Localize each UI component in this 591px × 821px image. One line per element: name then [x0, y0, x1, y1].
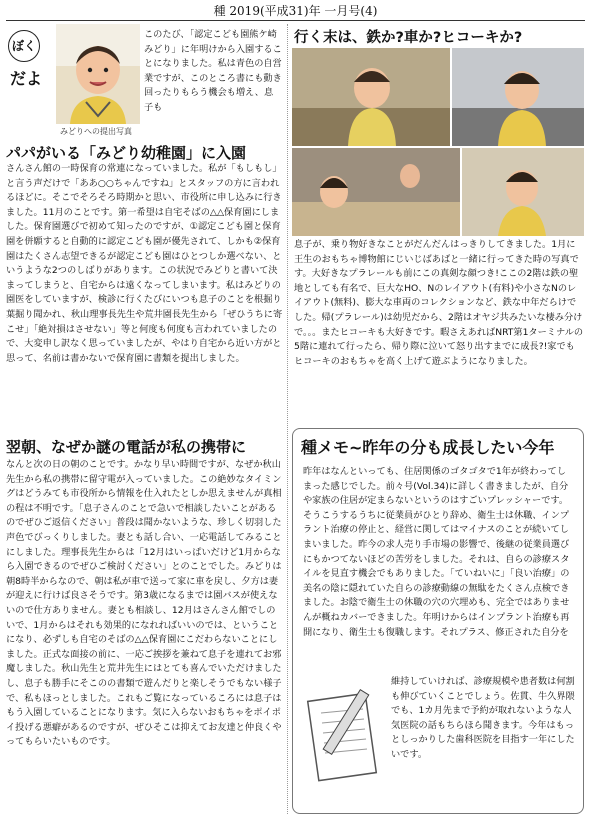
badge-label: だよ — [10, 69, 43, 88]
section-body: なんと次の日の朝のことです。かなり早い時間ですが、なぜか秋山先生から私の携帯に留守電が入っていました。この絶妙なタイミングはどうみても市役所から情報を仕入れたとしか思えませんが真相の程は不明です。「息子さんのことで急いで相談したいことがあるのでぜひご返信ください」普段は聞かないような、珍しく切羽した声色でびっくりしました。妻とも話し合い、一応電話してみることにしました。理事長先生からは「12月はいっぱいだけど1月からなら入園できるのでぜひご検討ください」とのことでした。みどりは朝8時半からなので、朝は私が車で送って家に車を戻し、夕方は妻が迎えに行けば良さそうです。第3歳になるまでは園バスが使えないので仕方ありません。妻とも相談し、12月はさんさん館でしのいで、1月からはそれも効果的になれればいいのでは、ということになり、必ずしも自宅のそばの△△保育園にこだわらないことにしました。正式な面接の前に、一応ご挨拶を兼ねて息子を連れてお邪魔しました。秋山先生と荒井先生にはとても喜んでいただけましたし、息子も勝手にそこのの書類で遊んだりと楽しそうでもない様子で、私もほっとしました。これもご覧になっているころには息子はもう入園していることになります。気に入らないおもちゃをポイポイ投げる悪癖があるのですが、ぜひそこは抑えてお友達と仲良くやってもらいたいものです。 — [6, 459, 282, 748]
museum-photo — [292, 148, 460, 236]
badge-circle: ぼく — [8, 30, 40, 62]
museum-photo — [452, 48, 584, 146]
memo-text: 昨年はなんといっても、住居関係のゴタゴタで1年が終わってしまった感じでした。前々号(Vol.34)に詳しく書きましたが、自分や家族の住居が定まらないというのはすごいプレッシャーです。そうこうするうちに従業員がひとり辞め、衛生士は休職、インプラント治療の停止と、経営に関してはマイナスのことが続いてしまいました。昨今の求人売り手市場の影響で、後継の従業員選びにもかつてないほどの苦労をしました。それは、自らの診療スタイルを見直す機会でもありました。「ていねいに」「良い治療」の美名の陰に隠れていた自らの診療動線の無駄をたくさん点検できました。お陰で衛生士の休職の穴の穴埋めも、完全ではありませんが概ねカバーできました。年明けからはインプラント治療も再開になり、衛生士も復職します。それプラス、修正された自分を — [303, 466, 570, 638]
section-heading: 行く末は、鉄か?車か?ヒコーキか? — [294, 30, 523, 46]
intro-text: このたび、「認定こども園熊ケ崎みどり」に年明けから入園することになりました。私は青色の自営業ですが、このところ書にも動き回ったりもらう機会も増え、息子も — [144, 29, 282, 113]
section-heading: 翌朝、なぜか謎の電話が私の携帯に — [6, 438, 247, 456]
boku-dayo-badge — [6, 30, 52, 92]
memo-title: 種メモ~昨年の分も成長したい今年 — [301, 438, 555, 457]
notebook-pen-icon — [301, 679, 387, 789]
museum-photo — [462, 148, 584, 236]
section-body: 息子が、乗り物好きなことがだんだんはっきりしてきました。1月に王生のおもちゃ博物館にじいじばあばと一緒に行ってきた時の写真です。大好きなプラレールも前にこの真剣な顔つき!ここの2階は鉄の聖地としても有名で、巨大なHO、Nのレイアウト(有料)や小さなNのレイアウト(無料)、膨大な車両のコレクションなど、鉄な中年だらけでした。帰(プラレール)は幼児だから、2階はオヤジ共みたいな棲み分けで。。。またヒコーキも大好きです。暇さえあればNRT第1ターミナルの5階に連れて行ったら、帰り際に泣いて怒り出すまでに成長?!家でもヒコーキのおもちゃを高く上げて遊ぶようになりました。 — [294, 239, 584, 367]
section-body: さんさん館の一時保育の常連になっていました。私が「もしもし」と言う声だけで「ああ○○ちゃんですね」とスタッフの方に言われるほどに。そこでそろそろ時期かと思い、市役所に申し込みに行きました。11月のことです。第一希望は自宅そばの△△保育園にしました。保育園選びで初めて知ったのですが、①認定こども園と保育園を併願すると自動的に認定こども園が優先されて、しかも②保育園はたくさん志望できるが認定こども園はひとつしか選べない、というような2つのしばりがあります。この状況でみどりと書いて決まってしまうと、自宅からは遠くなってしまいます。私はみどりの園医をしていますが、検診に行くたびにいつも息子のことを根掘り葉掘り聞かれ、秋山理事長先生や荒井園長先生から「ぜひうちに寄こせ」「絶対損はさせない」等と何度も何度も言われていましたので、大変申し訳なく思っていましたが、やはり自宅から近い方がと思って、名前は書かないで保育園に書類を提出しました。 — [6, 163, 283, 364]
memo-box — [292, 428, 584, 814]
museum-photo — [292, 48, 450, 146]
portrait-caption: みどりへの提出写真 — [60, 127, 132, 136]
memo-text-continued: 維持していければ、診療規模や患者数は何割も伸びていくことでしょう。佐貫、牛久界隈でも、1カ月先まで予約が取れないような人気医院の話もちらほら聞きます。今年はもっとしっかりした歯科医院を目指す一年にしたいです。 — [391, 676, 575, 760]
portrait-photo — [56, 24, 140, 124]
issue-header: 種 2019(平成31)年 一月号(4) — [213, 4, 378, 18]
column-divider — [287, 24, 288, 814]
section-heading: パパがいる「みどり幼稚園」に入園 — [6, 144, 247, 162]
header-rule — [6, 20, 585, 21]
